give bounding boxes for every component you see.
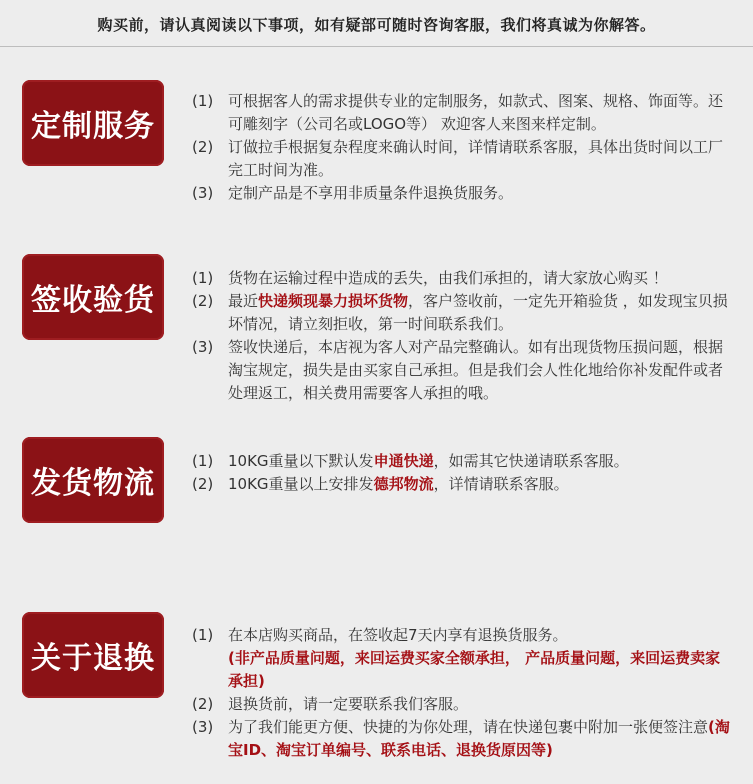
text-segment: 可根据客人的需求提供专业的定制服务，如款式、图案、规格、饰面等。还可雕刻字（公司名或LOGO等） 欢迎客人来图来样定制。 xyxy=(228,92,724,133)
item-text xyxy=(228,182,732,205)
section-title: 关于退换 xyxy=(31,641,155,676)
item-list xyxy=(192,450,732,496)
item-text xyxy=(228,267,732,290)
list-item xyxy=(192,336,732,405)
section-badge xyxy=(22,254,164,340)
highlight-text: 申通快递 xyxy=(373,452,434,470)
item-text xyxy=(228,290,732,336)
item-list xyxy=(192,624,732,762)
list-item xyxy=(192,716,732,762)
section-badge xyxy=(22,80,164,166)
item-text xyxy=(228,716,732,762)
text-segment: 最近 xyxy=(228,292,259,310)
text-segment: 货物在运输过程中造成的丢失，由我们承担的，请大家放心购买 ！ xyxy=(228,269,668,287)
item-text xyxy=(228,136,732,182)
list-item xyxy=(192,290,732,336)
item-number: (2) xyxy=(192,292,214,310)
highlight-text: (淘宝ID、淘宝订单编号、联系电话、退换货原因等) xyxy=(228,718,730,759)
list-item xyxy=(192,267,732,290)
list-item xyxy=(192,473,732,496)
notice-text: 购买前，请认真阅读以下事项，如有疑部可随时咨询客服，我们将真诚为你解答。 xyxy=(97,16,656,34)
list-item xyxy=(192,90,732,136)
list-item xyxy=(192,136,732,182)
item-list xyxy=(192,267,732,405)
item-text xyxy=(228,336,732,405)
highlight-text: 德邦物流 xyxy=(373,475,434,493)
item-number: (1) xyxy=(192,269,214,287)
list-item xyxy=(192,624,732,693)
item-number: (1) xyxy=(192,92,214,110)
item-number: (2) xyxy=(192,475,214,493)
text-segment: 定制产品是不享用非质量条件退换货服务。 xyxy=(228,184,514,202)
section-title: 签收验货 xyxy=(31,283,155,318)
highlight-text: 快递频现暴力损坏货物 xyxy=(258,292,409,310)
text-segment: 为了我们能更方便、快捷的为你处理，请在快递包裹中附加一张便签注意 xyxy=(228,718,709,736)
divider xyxy=(0,46,753,47)
text-segment: 订做拉手根据复杂程度来确认时间，详情请联系客服，具体出货时间以工厂完工时间为准。 xyxy=(228,138,724,179)
text-segment: ，详情请联系客服。 xyxy=(433,475,569,493)
item-number: (3) xyxy=(192,718,214,736)
list-item xyxy=(192,450,732,473)
text-segment: 签收快递后，本店视为客人对产品完整确认。如有出现货物压损问题，根据淘宝规定，损失是由买家自己承担。但是我们会人性化地给你补发配件或者处理返工，相关费用需要客人承担的哦。 xyxy=(228,338,724,402)
item-text xyxy=(228,624,732,693)
text-segment: ，客户签收前，一定先开箱验货 ，如发现宝贝损坏情况，请立刻拒收，第一时间联系我们。 xyxy=(228,292,728,333)
item-number: (1) xyxy=(192,452,214,470)
text-segment: 10KG重量以下默认发 xyxy=(228,452,374,470)
item-list xyxy=(192,90,732,205)
list-item xyxy=(192,693,732,716)
item-number: (2) xyxy=(192,695,214,713)
text-segment: ，如需其它快递请联系客服。 xyxy=(433,452,629,470)
section-title: 定制服务 xyxy=(31,109,155,144)
item-text xyxy=(228,473,732,496)
item-text xyxy=(228,90,732,136)
text-segment: 在本店购买商品，在签收起7天内享有退换货服务。 xyxy=(228,626,568,644)
section-badge xyxy=(22,437,164,523)
item-number: (3) xyxy=(192,184,214,202)
item-text xyxy=(228,450,732,473)
list-item xyxy=(192,182,732,205)
item-text xyxy=(228,693,732,716)
highlight-text: (非产品质量问题，来回运费买家全额承担， 产品质量问题，来回运费卖家承担) xyxy=(228,649,721,690)
text-segment: 10KG重量以上安排发 xyxy=(228,475,374,493)
section-title: 发货物流 xyxy=(31,466,155,501)
item-number: (1) xyxy=(192,626,214,644)
text-segment: 退换货前，请一定要联系我们客服。 xyxy=(228,695,469,713)
section-badge xyxy=(22,612,164,698)
item-number: (3) xyxy=(192,338,214,356)
item-number: (2) xyxy=(192,138,214,156)
